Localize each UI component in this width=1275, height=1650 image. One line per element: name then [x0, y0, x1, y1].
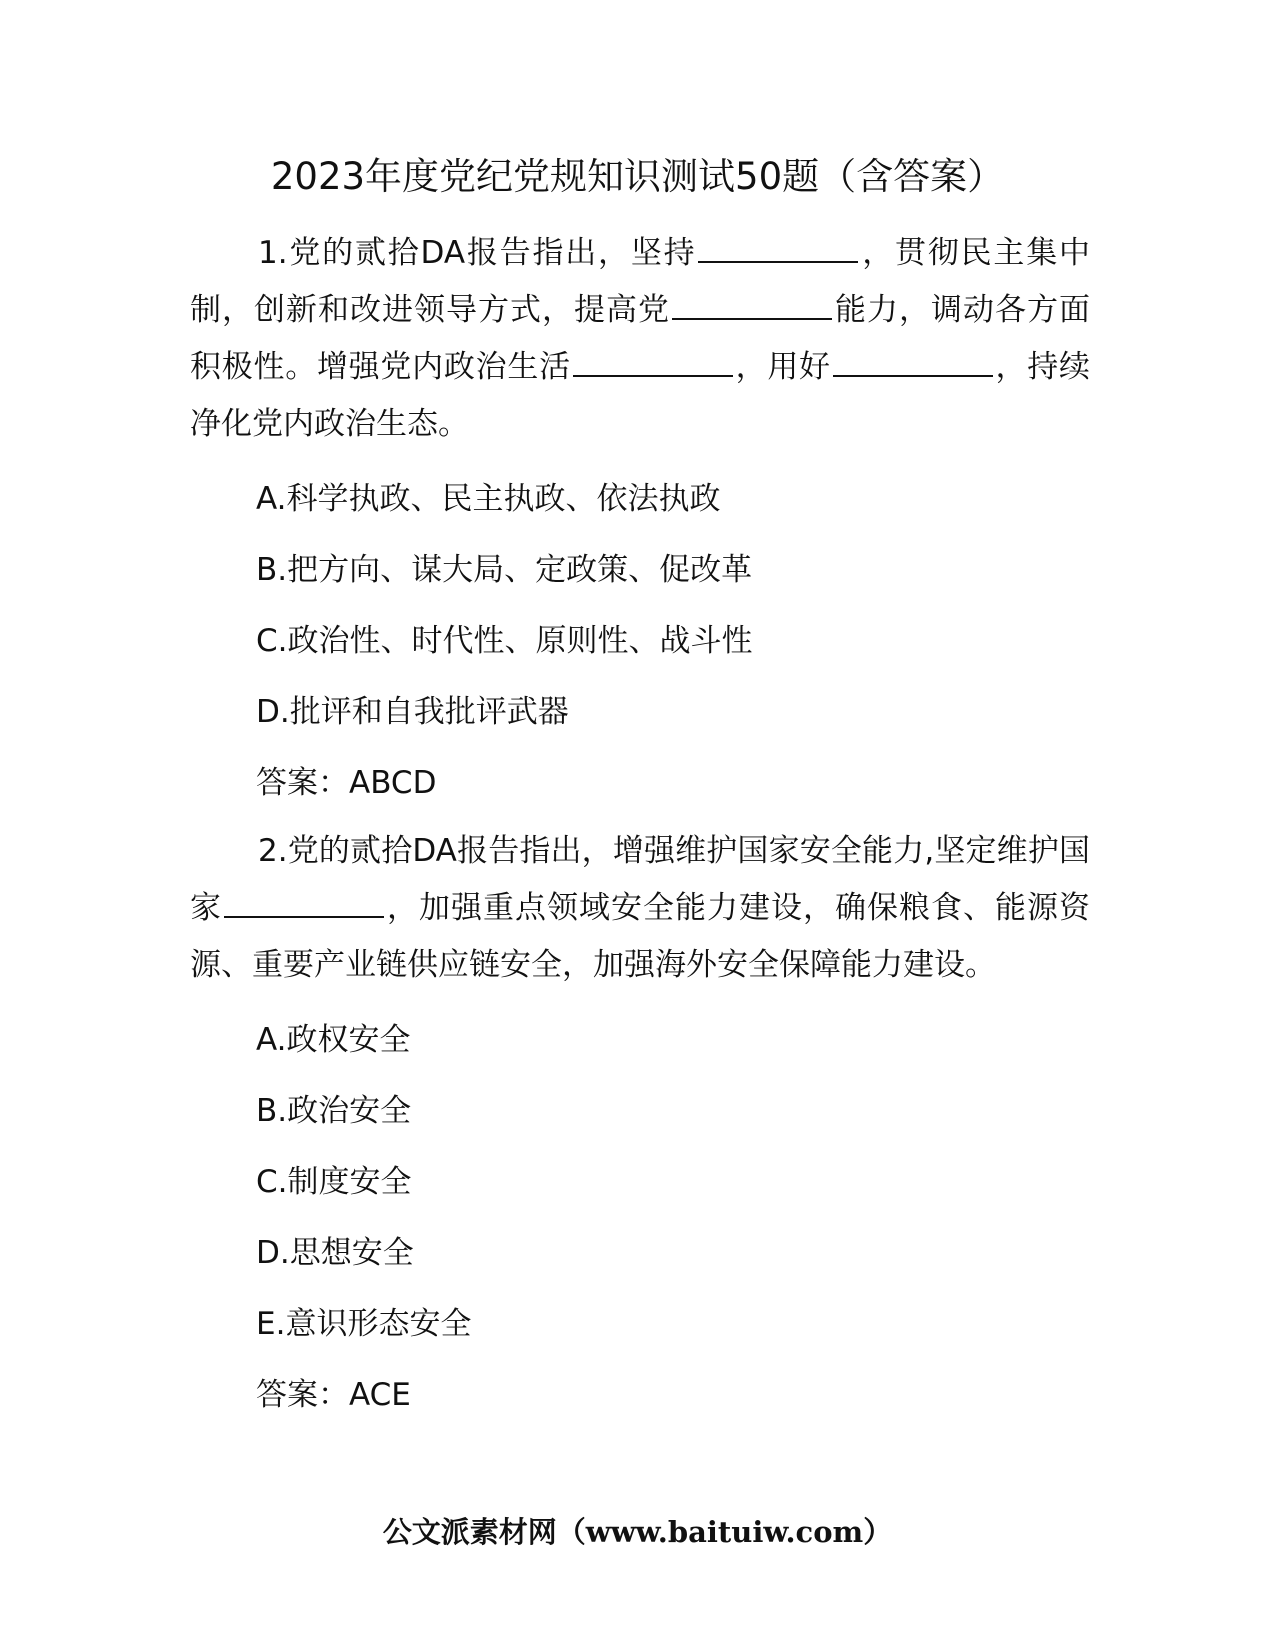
question-1-stem-part-2: ，贯彻民主集中制，创新和改进领导方式，提高党: [190, 235, 1090, 328]
fill-blank-4: [833, 347, 993, 377]
fill-blank-2: [672, 290, 832, 320]
question-2-option-b: B.政治安全: [256, 1093, 412, 1129]
document-body: [190, 225, 1090, 1435]
question-2-option-e: E.意识形态安全: [256, 1306, 472, 1342]
question-1-option-b: B.把方向、谋大局、定政策、促改革: [256, 552, 753, 588]
question-1: [190, 225, 1090, 819]
page-footer-watermark: 公文派素材网（www.baituiw.com）: [382, 1515, 893, 1549]
question-1-stem-part-1: 1.党的贰拾DA报告指出，坚持: [258, 235, 697, 271]
question-1-stem-part-5: ，持续净化党内政治生态。: [190, 349, 1091, 442]
question-1-option-c: C.政治性、时代性、原则性、战斗性: [256, 623, 753, 659]
question-2-option-a: A.政权安全: [256, 1022, 411, 1058]
question-1-option-a: A.科学执政、民主执政、依法执政: [256, 481, 721, 517]
question-1-answer: 答案：ABCD: [256, 765, 437, 801]
question-2-stem-part-1: 2.党的贰拾DA报告指出，增强维护国家安全能力,坚定维护国家: [190, 833, 1090, 926]
fill-blank-5: [224, 888, 384, 918]
fill-blank-3: [573, 347, 733, 377]
question-1-stem-part-4: ，用好: [734, 349, 831, 385]
question-1-stem: [190, 225, 1090, 453]
question-2: [190, 823, 1090, 1431]
question-1-option-d: D.批评和自我批评武器: [256, 694, 569, 730]
question-2-option-d: D.思想安全: [256, 1235, 414, 1271]
question-2-stem: [190, 823, 1090, 994]
question-2-answer: 答案：ACE: [256, 1377, 411, 1413]
question-2-option-c: C.制度安全: [256, 1164, 412, 1200]
page-title: 2023年度党纪党规知识测试50题（含答案）: [270, 155, 1005, 198]
question-1-stem-part-3: 能力，调动各方面积极性。增强党内政治生活: [190, 292, 1090, 385]
fill-blank-1: [698, 233, 858, 263]
question-2-stem-part-2: ，加强重点领域安全能力建设，确保粮食、能源资源、重要产业链供应链安全，加强海外安全保障能力建设。: [190, 890, 1090, 983]
